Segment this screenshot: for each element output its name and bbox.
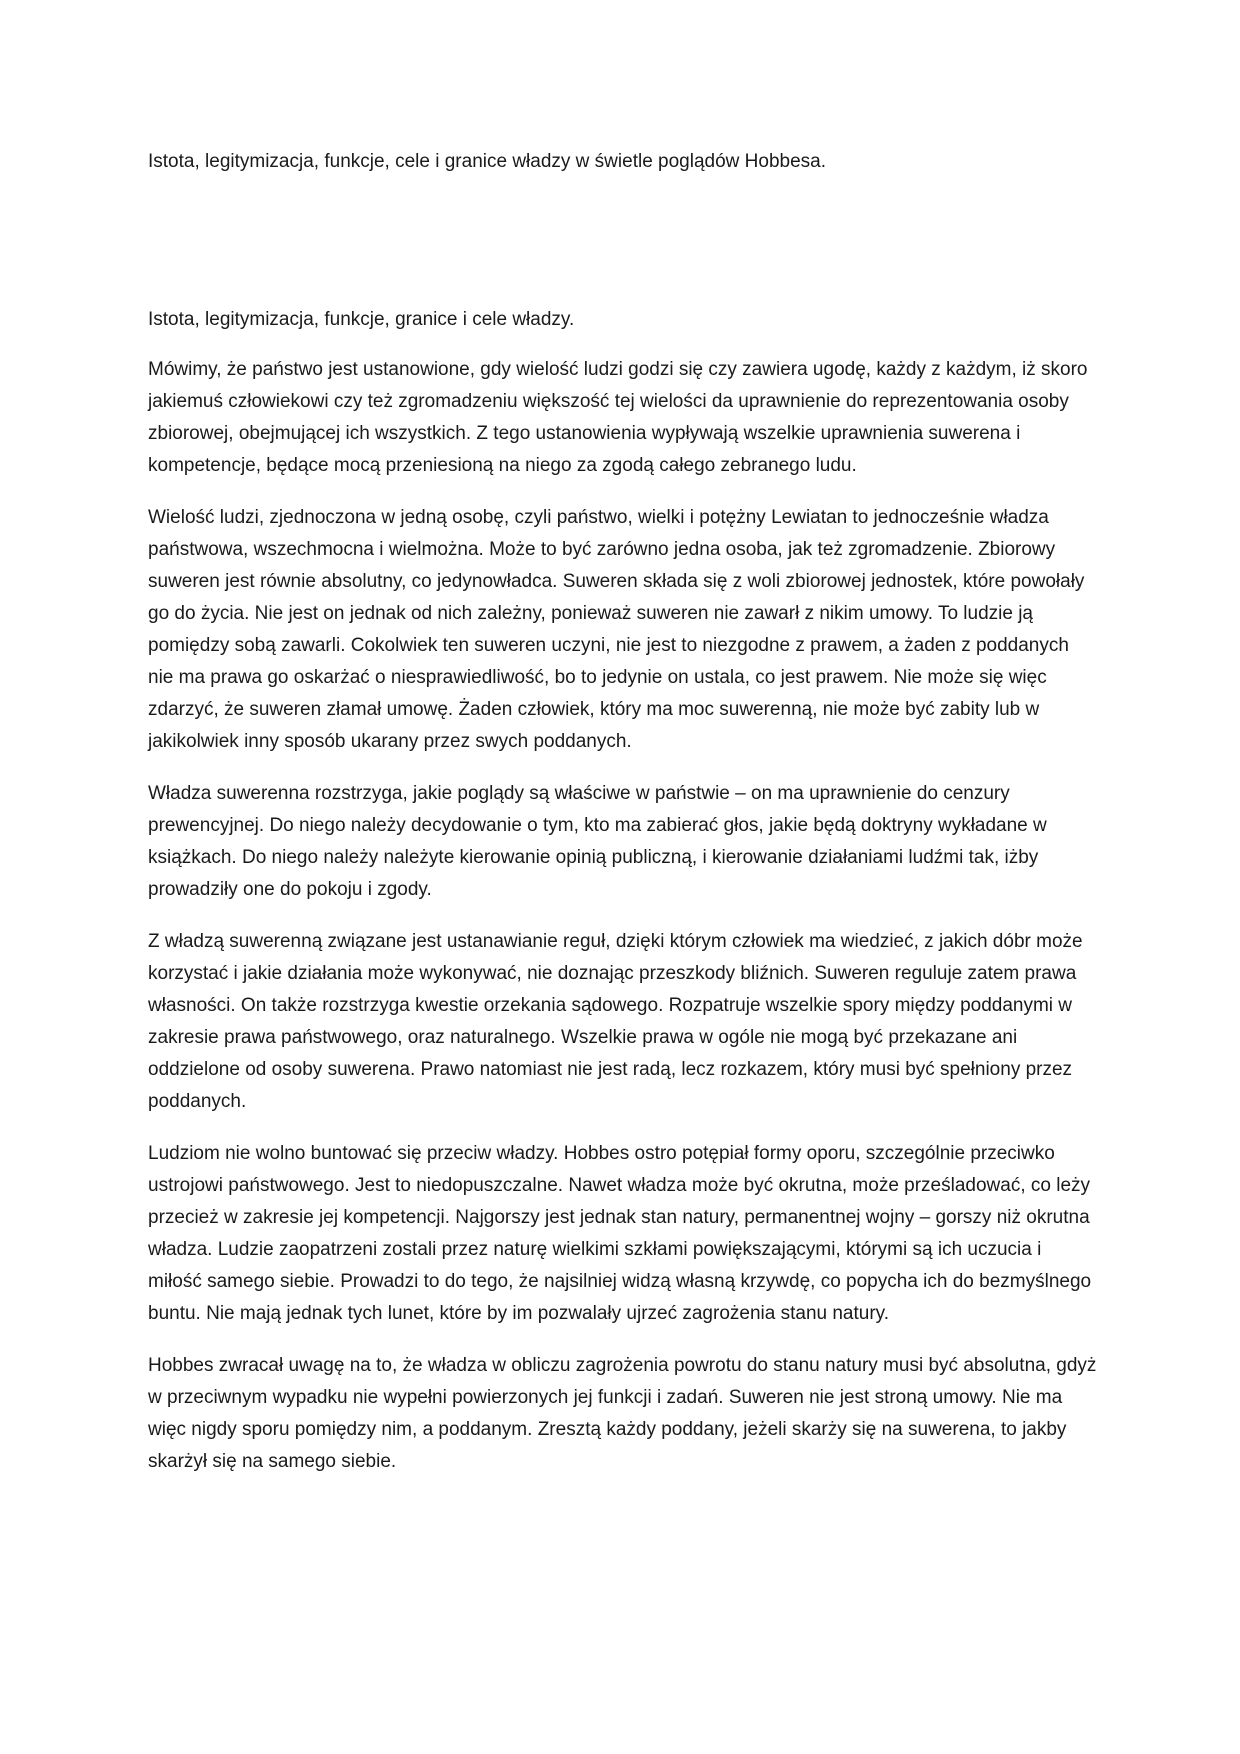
paragraph-5: Ludziom nie wolno buntować się przeciw władzy. Hobbes ostro potępiał formy oporu, szczególnie przeciwko ustrojowi państwowego. Jest to niedopuszczalne. Nawet władza może być okrutna, może prześladować, co leży przecież w zakresie jej kompetencji. Najgorszy jest jednak stan natury, permanentnej wojny – gorszy niż okrutna władza. Ludzie zaopatrzeni zostali przez naturę wielkimi szkłami powiększającymi, którymi są ich uczucia i miłość samego siebie. Prowadzi to do tego, że najsilniej widzą własną krzywdę, co popycha ich do bezmyślnego buntu. Nie mają jednak tych lunet, które by im pozwalały ujrzeć zagrożenia stanu natury. (148, 1143, 1092, 1324)
document-title: Istota, legitymizacja, funkcje, cele i granice władzy w świetle poglądów Hobbesa. (148, 151, 826, 172)
document-body (148, 306, 1098, 1498)
section-heading: Istota, legitymizacja, funkcje, granice i cele władzy. (148, 309, 575, 330)
paragraph-1: Mówimy, że państwo jest ustanowione, gdy wielość ludzi godzi się czy zawiera ugodę, każdy z każdym, iż skoro jakiemuś człowiekowi czy też zgromadzeniu większość tej wielości da uprawnienie do reprezentowania osoby zbiorowej, obejmującej ich wszystkich. Z tego ustanowienia wypływają wszelkie uprawnienia suwerena i kompetencje, będące mocą przeniesioną na niego za zgodą całego zebranego ludu. (148, 359, 1088, 476)
paragraph-3: Władza suwerenna rozstrzyga, jakie poglądy są właściwe w państwie – on ma uprawnienie do cenzury prewencyjnej. Do niego należy decydowanie o tym, kto ma zabierać głos, jakie będą doktryny wykładane w książkach. Do niego należy należyte kierowanie opinią publiczną, i kierowanie działaniami ludźmi tak, iżby prowadziły one do pokoju i zgody. (148, 783, 1047, 900)
paragraph-6: Hobbes zwracał uwagę na to, że władza w obliczu zagrożenia powrotu do stanu natury musi być absolutna, gdyż w przeciwnym wypadku nie wypełni powierzonych jej funkcji i zadań. Suweren nie jest stroną umowy. Nie ma więc nigdy sporu pomiędzy nim, a poddanym. Zresztą każdy poddany, jeżeli skarży się na suwerena, to jakby skarżył się na samego siebie. (148, 1355, 1097, 1472)
paragraph-2: Wielość ludzi, zjednoczona w jedną osobę, czyli państwo, wielki i potężny Lewiatan to jednocześnie władza państwowa, wszechmocna i wielmożna. Może to być zarówno jedna osoba, jak też zgromadzenie. Zbiorowy suweren jest równie absolutny, co jedynowładca. Suweren składa się z woli zbiorowej jednostek, które powołały go do życia. Nie jest on jednak od nich zależny, ponieważ suweren nie zawarł z nikim umowy. To ludzie ją pomiędzy sobą zawarli. Cokolwiek ten suweren uczyni, nie jest to niezgodne z prawem, a żaden z poddanych nie ma prawa go oskarżać o niesprawiedliwość, bo to jedynie on ustala, co jest prawem. Nie może się więc zdarzyć, że suweren złamał umowę. Żaden człowiek, który ma moc suwerenną, nie może być zabity lub w jakikolwiek inny sposób ukarany przez swych poddanych. (148, 507, 1085, 752)
paragraph-4: Z władzą suwerenną związane jest ustanawianie reguł, dzięki którym człowiek ma wiedzieć, z jakich dóbr może korzystać i jakie działania może wykonywać, nie doznając przeszkody bliźnich. Suweren reguluje zatem prawa własności. On także rozstrzyga kwestie orzekania sądowego. Rozpatruje wszelkie spory między poddanymi w zakresie prawa państwowego, oraz naturalnego. Wszelkie prawa w ogóle nie mogą być przekazane ani oddzielone od osoby suwerena. Prawo natomiast nie jest radą, lecz rozkazem, który musi być spełniony przez poddanych. (148, 931, 1083, 1112)
